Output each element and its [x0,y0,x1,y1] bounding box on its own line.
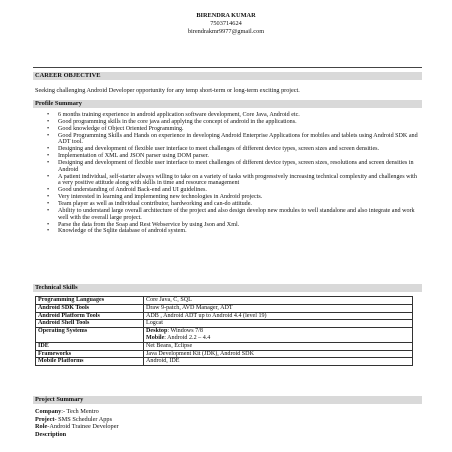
list-item-text: Implementation of XML and JSON parser using DOM parser. [58,153,209,160]
table-row [36,320,413,328]
table-row [36,297,413,305]
os-desktop-label: Desktop [146,328,168,335]
skill-value: Draw 9-patch, AVD Manager, ADT [144,304,413,312]
bullet-icon: • [47,153,50,160]
list-item-text: Parse the data from the Soap and Rest Webservice by using Json and Xml. [58,221,240,228]
skill-category: Android SDK Tools [36,304,144,312]
phone-number: 7503714624 [210,19,242,27]
skill-value: ADB , Android ADT up to Android 4.4 (level 19) [144,312,413,320]
skill-value: Core Java, C, SQL [144,297,413,305]
list-item [35,126,418,133]
list-item-text: Good knowledge of Object Oriented Programming. [58,125,184,132]
project-summary-heading [33,396,422,404]
table-row [36,342,413,350]
project-line [35,416,119,424]
table-row [36,328,413,343]
list-item-text: Good programming skills in the core java and applying the concept of android in the applications. [58,118,297,125]
list-item [35,228,418,235]
technical-skills-heading-text: Technical Skills [35,284,78,291]
os-desktop-line [146,328,410,335]
list-item [35,194,418,201]
bullet-icon: • [47,146,50,153]
skill-value: Net Beans, Eclipse [144,342,413,350]
bullet-icon: • [47,200,50,207]
technical-skills-heading [33,284,422,292]
project-value: - SMS Scheduler Apps [54,415,113,423]
bullet-icon: • [47,125,50,132]
bullet-icon: • [47,187,50,194]
description-line [35,431,119,439]
role-label: Role [35,423,48,431]
profile-summary-list [35,112,418,235]
list-item [35,133,418,147]
list-item [35,112,418,119]
bullet-icon: • [47,112,50,118]
description-label: Description [35,430,67,438]
bullet-icon: • [47,207,50,214]
list-item-text: Designing and development of flexible user interface to meet challenges of different device types, screen sizes and screen densities. [58,146,380,153]
list-item [35,201,418,208]
skill-value: Logcat [144,320,413,328]
profile-summary-heading [33,100,422,108]
career-objective-text: Seeking challenging Android Developer opportunity for any temp short-term or long-term exciting project. [35,87,300,94]
skill-category: Android Shell Tools [36,320,144,328]
company-label: Company [35,408,62,415]
list-item-text: Designing and development of flexible user interface to meet challenges of different device types, screen sizes, resolutions and screen densities in Android [58,159,414,173]
list-item-text: Good understanding of Android Back-end and UI guidelines. [58,187,207,194]
list-item-text: Good Programming Skills and Hands on experience in developing Android Enterprise Applications for mobiles and tablets using Android SDK and ADT tool. [58,132,418,146]
project-details [35,408,119,438]
list-item [35,153,418,160]
list-item-text: Team player as well as individual contributor, hardworking and can-do attitude. [58,200,252,207]
skill-category: Frameworks [36,350,144,358]
os-mobile-value: : Android 2.2 – 4.4 [164,334,211,341]
project-summary-heading-text: Project Summary [35,396,84,403]
list-item [35,160,418,174]
os-desktop-value: : Windows 7/8 [167,328,203,335]
list-item-text: Very interested in learning and implementing new technologies in Android projects. [58,194,263,201]
os-mobile-label: Mobile [146,334,165,341]
os-mobile-line [146,335,410,342]
skill-category: Mobile Platforms [36,358,144,366]
role-value: -Android Trainee Developer [47,423,119,431]
bullet-icon: • [47,132,50,139]
list-item [35,174,418,188]
header-divider [33,67,422,68]
table-row [36,312,413,320]
skill-category: Programming Languages [36,297,144,305]
profile-summary-heading-text: Profile Summary [35,100,82,107]
table-row [36,304,413,312]
table-row [36,350,413,358]
skill-value-operating-systems [144,328,413,343]
email-address: birendrakmr9977@gmail.com [187,27,265,35]
candidate-name: BIRENDRA KUMAR [196,12,256,19]
skill-category: IDE [36,342,144,350]
skill-value: Android, IDE [144,358,413,366]
list-item-text: Knowledge of the Sqlite database of android system. [58,228,187,235]
bullet-icon: • [47,194,50,201]
career-objective-heading-text: CAREER OBJECTIVE [35,72,101,79]
role-line [35,423,119,431]
career-objective-heading [33,72,422,80]
bullet-icon: • [47,173,50,180]
company-value: :- Tech Mentro [61,408,99,415]
resume-header [0,12,452,35]
list-item-text: 6 months training experience in android application software development, Core Java, Android etc. [58,112,300,118]
bullet-icon: • [47,228,50,235]
list-item [35,187,418,194]
list-item-text: Ability to understand large overall architecture of the project and also design develop new modules to well standalone and also integrate and work well with the overall large project. [58,207,415,221]
list-item [35,208,418,222]
skill-value: Java Development Kit (JDK), Android SDK [144,350,413,358]
bullet-icon: • [47,159,50,166]
project-label: Project [35,415,55,423]
company-line [35,408,119,416]
table-row [36,358,413,366]
bullet-icon: • [47,221,50,228]
technical-skills-table [35,296,413,366]
skill-category: Android Platform Tools [36,312,144,320]
skill-category: Operating Systems [36,328,144,343]
list-item-text: A patient individual, self-starter always willing to take on a variety of tasks with progressively increasing technical complexity and challenges with a very positive attitude along with skills in time and resource management [58,173,417,187]
bullet-icon: • [47,118,50,125]
list-item [35,119,418,126]
